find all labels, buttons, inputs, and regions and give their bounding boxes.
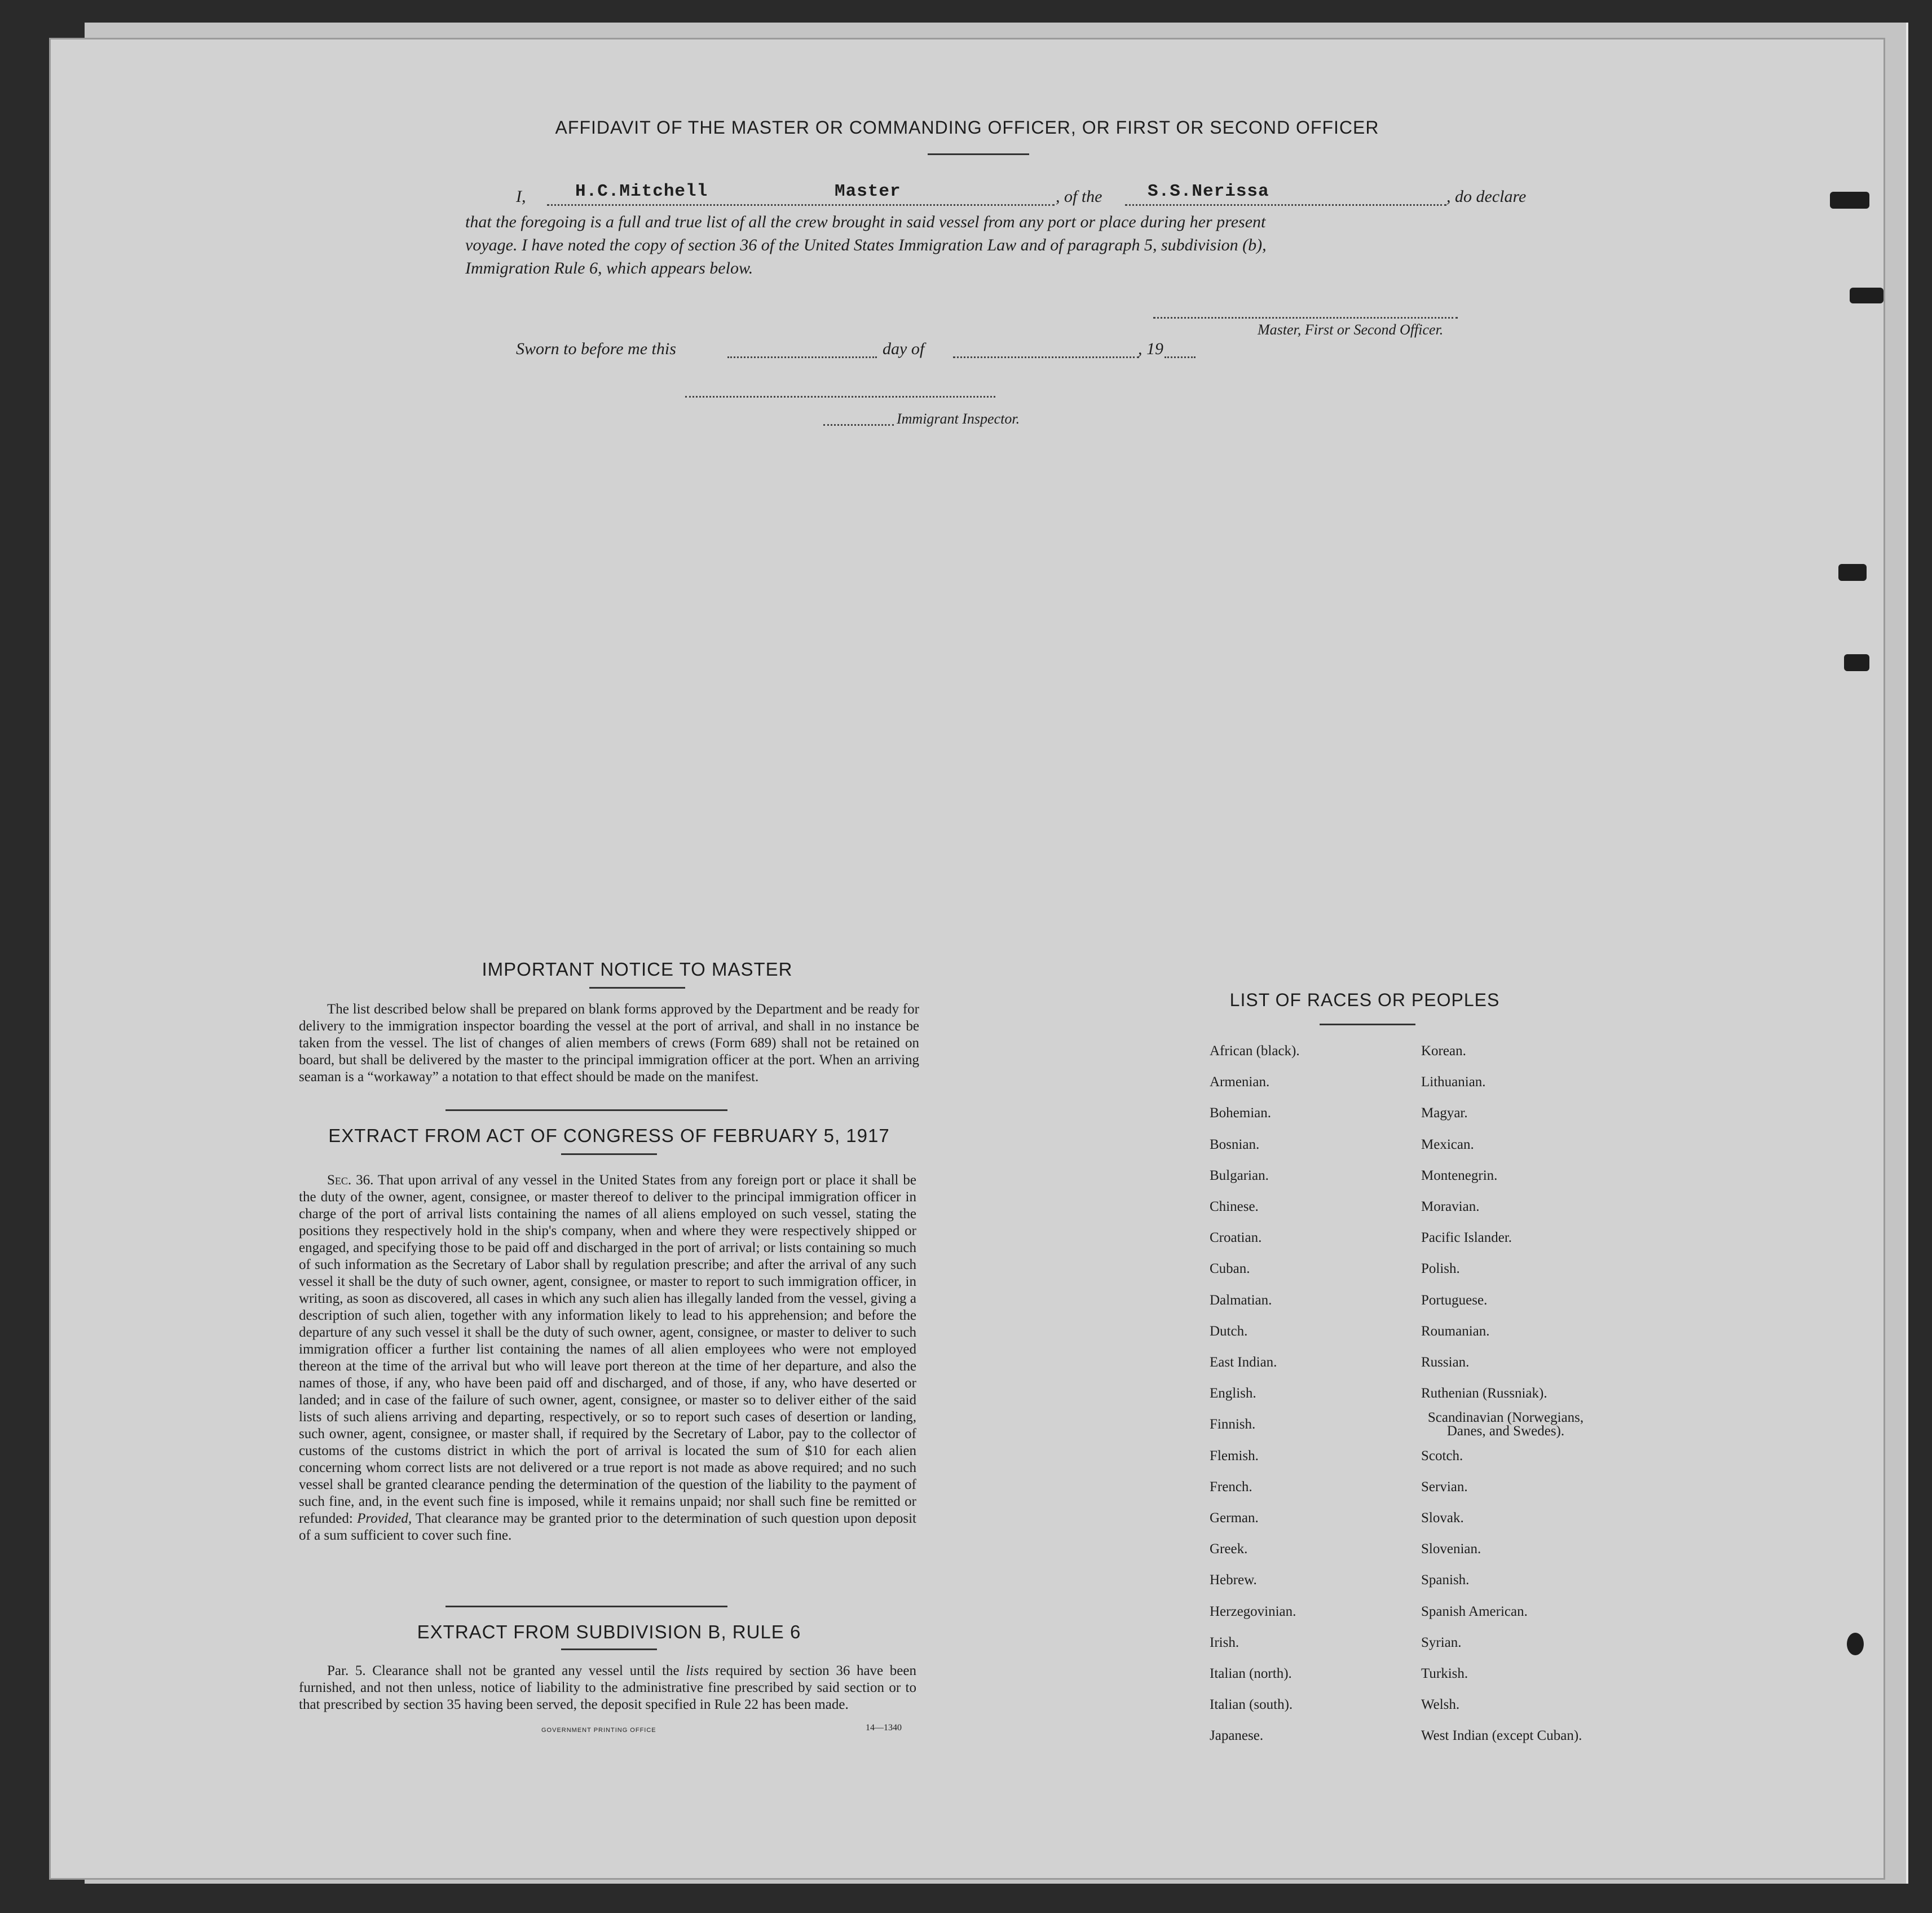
act-sec-label: Sec. 36. — [327, 1173, 374, 1188]
race-item: Syrian. — [1421, 1634, 1462, 1650]
affidavit-line-2: that the foregoing is a full and true list of all the crew brought in said vessel from any port or place during her present — [465, 213, 1266, 231]
race-item: Slovak. — [1421, 1510, 1464, 1526]
notice-section — [299, 959, 976, 980]
rule-text-a: Par. 5. Clearance shall not be granted any vessel until the — [327, 1663, 680, 1678]
race-item: Dalmatian. — [1210, 1292, 1272, 1308]
race-item: Japanese. — [1210, 1728, 1264, 1744]
race-item: Scotch. — [1421, 1448, 1463, 1464]
race-item: French. — [1210, 1479, 1252, 1495]
act-text: That upon arrival of any vessel in the United States from any foreign port or place it shall be the duty of the owner, agent, consignee, or master thereof to deliver to the principal immigration officer in charge of the port of arrival lists containing the names of all aliens employed on such vessel, stating the positions they respectively hold in the ship's company, when and where they were respectively shipped or engaged, and specifying those to be paid off and discharged in the port of arrival; or lists containing so much of such information as the Secretary of Labor shall by regulation prescribe; and after the arrival of any such vessel it shall be the duty of such owner, agent, consignee, or master to report to such immigration officer, in writing, as soon as discovered, all cases in which any such alien has illegally landed from the vessel, giving a description of such alien, together with any information likely to lead to his apprehension; and before the departure of any such vessel it shall be the duty of such owner, agent, consignee, or master to deliver to such immigration officer a further list containing the names of all alien employees who were not employed thereon at the time of the arrival but who will leave port thereon at the time of her departure, and also the names of those, if any, who have been paid off and discharged, and of those, if any, who have deserted or landed; and in case of the failure of such owner, agent, consignee, or master so to deliver either of the said lists of such aliens arriving and departing, respectively, or so to report such cases of desertion or landing, such owner, agent, consignee, or master shall, if required by the Secretary of Labor, pay to the collector of customs of the customs district in which the port of arrival is located the sum of $10 for each alien concerning whom correct lists are not delivered or a true report is not made as above required; and no such vessel shall be granted clearance pending the determination of the question of the liability to the payment of such fine, and, in the event such fine is imposed, while it remains unpaid; nor shall such fine be remitted or refunded: — [299, 1173, 917, 1526]
race-item: Polish. — [1421, 1261, 1460, 1277]
sworn-month-line — [953, 356, 1139, 358]
notice-end-rule — [445, 1109, 727, 1111]
name-line — [547, 204, 1055, 206]
race-item: Montenegrin. — [1421, 1167, 1498, 1183]
race-item: Croatian. — [1210, 1230, 1262, 1246]
act-end-rule — [445, 1606, 727, 1607]
race-item: Korean. — [1421, 1043, 1466, 1059]
race-item: Chinese. — [1210, 1199, 1259, 1214]
year-line — [1165, 356, 1196, 358]
binder-clip-mark — [1850, 288, 1884, 303]
race-item: Moravian. — [1421, 1199, 1480, 1214]
sworn-label: Sworn to before me this — [516, 340, 676, 358]
race-item: Ruthenian (Russniak). — [1421, 1386, 1547, 1401]
race-item: Roumanian. — [1421, 1323, 1490, 1339]
act-body — [299, 1172, 916, 1544]
affidavit-i-label: I, — [516, 187, 526, 206]
affidavit-line-3: voyage. I have noted the copy of section 36 of the United States Immigration Law and of paragraph 5, subdivision (b), — [465, 236, 1267, 254]
act-text-end: That clearance may be granted prior to the determination of such question upon deposit of a sum sufficient to cover such fine. — [299, 1511, 916, 1543]
race-item: East Indian. — [1210, 1355, 1277, 1370]
binder-clip-mark — [1830, 192, 1869, 209]
race-item: Mexican. — [1421, 1136, 1474, 1152]
printer-imprint: GOVERNMENT PRINTING OFFICE — [541, 1727, 656, 1734]
race-item: West Indian (except Cuban). — [1421, 1728, 1582, 1744]
race-item: Spanish American. — [1421, 1603, 1528, 1619]
race-item: Pacific Islander. — [1421, 1230, 1512, 1246]
vessel-line — [1125, 204, 1446, 206]
race-item: Irish. — [1210, 1634, 1240, 1650]
notice-rule — [589, 987, 685, 989]
race-item: Spanish. — [1421, 1572, 1470, 1588]
rule-body — [299, 1663, 916, 1713]
race-item: Hebrew. — [1210, 1572, 1257, 1588]
rule-title: EXTRACT FROM SUBDIVISION B, RULE 6 — [417, 1621, 801, 1642]
race-item: English. — [1210, 1386, 1256, 1401]
race-item: Flemish. — [1210, 1448, 1259, 1464]
inspector-label: Immigrant Inspector. — [897, 411, 1020, 427]
race-item: Welsh. — [1421, 1697, 1460, 1713]
race-item: German. — [1210, 1510, 1259, 1526]
act-rule — [561, 1153, 657, 1155]
race-item: Finnish. — [1210, 1417, 1256, 1432]
race-item: Herzegovinian. — [1210, 1603, 1296, 1619]
of-the-label: , of the — [1056, 187, 1102, 206]
race-item: Slovenian. — [1421, 1541, 1481, 1557]
act-title: EXTRACT FROM ACT OF CONGRESS OF FEBRUARY 5, 1917 — [328, 1125, 890, 1146]
binder-clip-mark — [1838, 564, 1867, 581]
act-provided-label: Provided, — [357, 1511, 412, 1526]
race-item: Bulgarian. — [1210, 1167, 1269, 1183]
race-item: African (black). — [1210, 1043, 1300, 1059]
day-of-label: day of — [883, 340, 925, 358]
do-declare-label: , do declare — [1446, 187, 1527, 206]
race-item: Italian (north). — [1210, 1666, 1292, 1681]
vessel-name: S.S.Nerissa — [1148, 182, 1269, 201]
inspector-signature-line — [685, 396, 995, 398]
race-item: Portuguese. — [1421, 1292, 1488, 1308]
year-prefix-label: , 19 — [1138, 340, 1163, 358]
binder-hole-mark — [1847, 1633, 1864, 1655]
race-item: Italian (south). — [1210, 1697, 1293, 1713]
master-name: H.C.Mitchell — [575, 182, 708, 201]
title-rule — [928, 153, 1029, 155]
race-item: Lithuanian. — [1421, 1074, 1486, 1090]
binder-clip-mark — [1844, 654, 1869, 671]
race-item: Bosnian. — [1210, 1136, 1260, 1152]
document-page — [51, 39, 1884, 1878]
form-number: 14—1340 — [866, 1723, 902, 1733]
master-rank: Master — [835, 182, 901, 201]
affidavit-line-4: Immigration Rule 6, which appears below. — [465, 259, 753, 277]
inspector-dot-line — [823, 424, 894, 426]
notice-body — [299, 1001, 919, 1086]
race-item: Armenian. — [1210, 1074, 1270, 1090]
affidavit-title: AFFIDAVIT OF THE MASTER OR COMMANDING OFFICER, OR FIRST OR SECOND OFFICER — [555, 117, 1379, 138]
master-signature-line — [1153, 317, 1458, 319]
race-item: Bohemian. — [1210, 1105, 1272, 1121]
notice-title: IMPORTANT NOTICE TO MASTER — [482, 959, 793, 980]
sworn-day-line — [727, 356, 877, 358]
race-item: Turkish. — [1421, 1666, 1468, 1681]
rule-lists-word: lists — [686, 1663, 709, 1678]
race-item: Russian. — [1421, 1355, 1470, 1370]
race-item: Magyar. — [1421, 1105, 1468, 1121]
races-title: LIST OF RACES OR PEOPLES — [1229, 990, 1500, 1010]
race-item: Cuban. — [1210, 1261, 1250, 1277]
master-signature-label: Master, First or Second Officer. — [1258, 321, 1444, 338]
rule-text-b: required by section 36 have been furnished, and not then unless, notice of liability to the administrative fine prescribed by said section or to that prescribed by section 35 having been served, the deposit specified in Rule 22 has been made. — [299, 1663, 916, 1712]
race-item: Scandinavian (Norwegians, Danes, and Swedes). — [1427, 1410, 1584, 1439]
rule-title-rule — [561, 1648, 657, 1650]
notice-text: The list described below shall be prepared on blank forms approved by the Department and be ready for delivery to the immigration inspector boarding the vessel at the port of arrival, and shall in no instance be taken from the vessel. The list of changes of alien members of crews (Form 689) shall not be retained on board, but shall be delivered by the master to the principal immigration officer at the port. When an arriving seaman is a “workaway” a notation to that effect should be made on the manifest. — [299, 1002, 919, 1085]
races-rule — [1320, 1024, 1415, 1025]
race-item: Servian. — [1421, 1479, 1468, 1495]
race-item: Dutch. — [1210, 1323, 1248, 1339]
race-item: Greek. — [1210, 1541, 1248, 1557]
